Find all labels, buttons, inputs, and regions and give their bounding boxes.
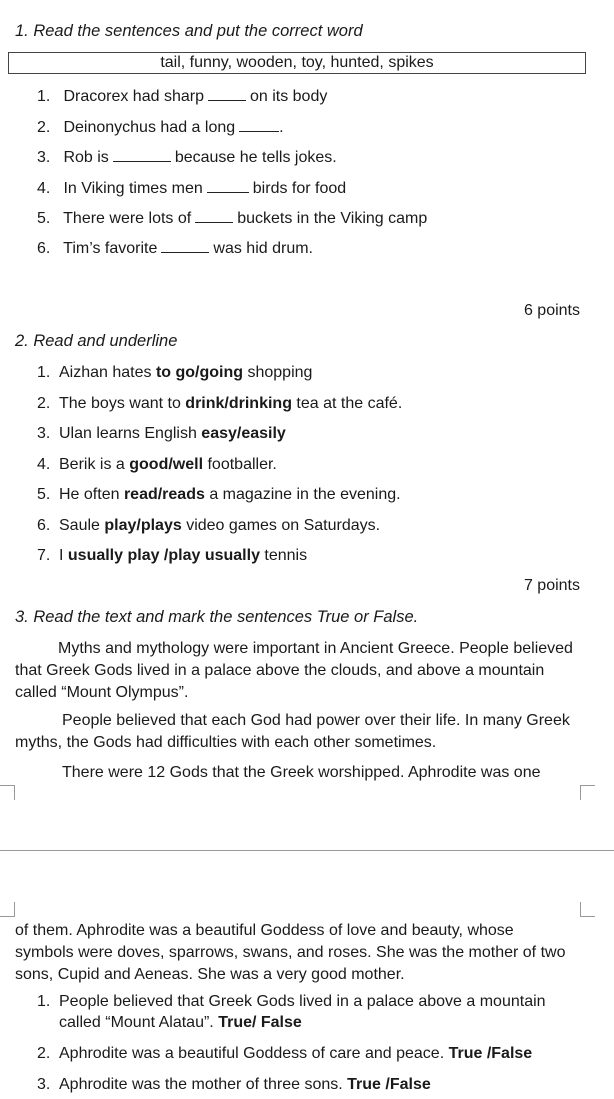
section2-heading: 2. Read and underline (15, 332, 178, 350)
answer-blank[interactable] (239, 119, 279, 132)
answer-blank[interactable] (161, 240, 209, 253)
true-false-choice[interactable]: True /False (448, 1045, 533, 1062)
answer-blank[interactable] (207, 180, 249, 193)
answer-blank[interactable] (208, 88, 246, 101)
s3-item-3: 3. Aphrodite was the mother of three sons. True /False (37, 1076, 431, 1093)
s1-item-6: 6. Tim’s favorite was hid drum. (37, 240, 313, 257)
answer-blank[interactable] (195, 210, 233, 223)
reading-paragraph-2: People believed that each God had power over their life. In many Greek myths, the Gods had difficulties with each other sometimes. (15, 712, 570, 751)
page-corner-mark (580, 902, 595, 917)
choice-option[interactable]: usually play /play usually (67, 547, 260, 564)
s3-item-1-cont: called “Mount Alatau”. True/ False (59, 1014, 302, 1031)
choice-option[interactable]: drink/drinking (185, 395, 292, 412)
choice-option[interactable]: to go/going (155, 364, 244, 381)
section3-heading: 3. Read the text and mark the sentences True or False. (15, 608, 419, 626)
section1-points: 6 points (523, 302, 580, 319)
s3-item-1: 1. People believed that Greek Gods lived in a palace above a mountain (37, 993, 546, 1010)
page-corner-mark (0, 902, 15, 917)
choice-option[interactable]: read/reads (123, 486, 205, 503)
page-corner-mark (580, 785, 595, 800)
s3-item-2: 2. Aphrodite was a beautiful Goddess of care and peace. True /False (37, 1045, 533, 1062)
s1-item-4: 4. In Viking times men birds for food (37, 180, 347, 197)
s1-item-3: 3. Rob is because he tells jokes. (37, 149, 337, 166)
reading-paragraph-4: of them. Aphrodite was a beautiful Goddess of love and beauty, whose symbols were doves, sparrows, swans, and roses. She was the mother of two sons, Cupid and Aeneas. She was a very good mother. (15, 922, 566, 983)
s2-item-5: 5. He often read/reads a magazine in the evening. (37, 486, 401, 503)
reading-paragraph-3: There were 12 Gods that the Greek worshipped. Aphrodite was one (62, 764, 541, 781)
answer-blank[interactable] (113, 149, 171, 162)
section1-heading: 1. Read the sentences and put the correct word (15, 22, 363, 40)
s2-item-7: 7. I usually play /play usually tennis (37, 547, 308, 564)
s1-item-2: 2. Deinonychus had a long . (37, 119, 284, 136)
s2-item-1: 1. Aizhan hates to go/going shopping (37, 364, 313, 381)
s1-item-1: 1. Dracorex had sharp on its body (37, 88, 328, 105)
page-corner-mark (0, 785, 15, 800)
choice-option[interactable]: play/plays (104, 517, 182, 534)
s2-item-4: 4. Berik is a good/well footballer. (37, 456, 277, 473)
word-bank: tail, funny, wooden, toy, hunted, spikes (8, 52, 586, 74)
s2-item-3: 3. Ulan learns English easy/easily (37, 425, 286, 442)
choice-option[interactable]: good/well (129, 456, 204, 473)
choice-option[interactable]: easy/easily (201, 425, 286, 442)
true-false-choice[interactable]: True /False (347, 1076, 431, 1093)
reading-paragraph-1: Myths and mythology were important in Ancient Greece. People believed that Greek Gods lived in a palace above the clouds, and above a mountain called “Mount Olympus”. (15, 640, 573, 701)
s2-item-6: 6. Saule play/plays video games on Saturdays. (37, 517, 381, 534)
section2-points: 7 points (523, 577, 580, 594)
s2-item-2: 2. The boys want to drink/drinking tea at the café. (37, 395, 403, 412)
true-false-choice[interactable]: True/ False (218, 1014, 302, 1031)
page-break-divider (0, 850, 614, 851)
s1-item-5: 5. There were lots of buckets in the Viking camp (37, 210, 428, 227)
